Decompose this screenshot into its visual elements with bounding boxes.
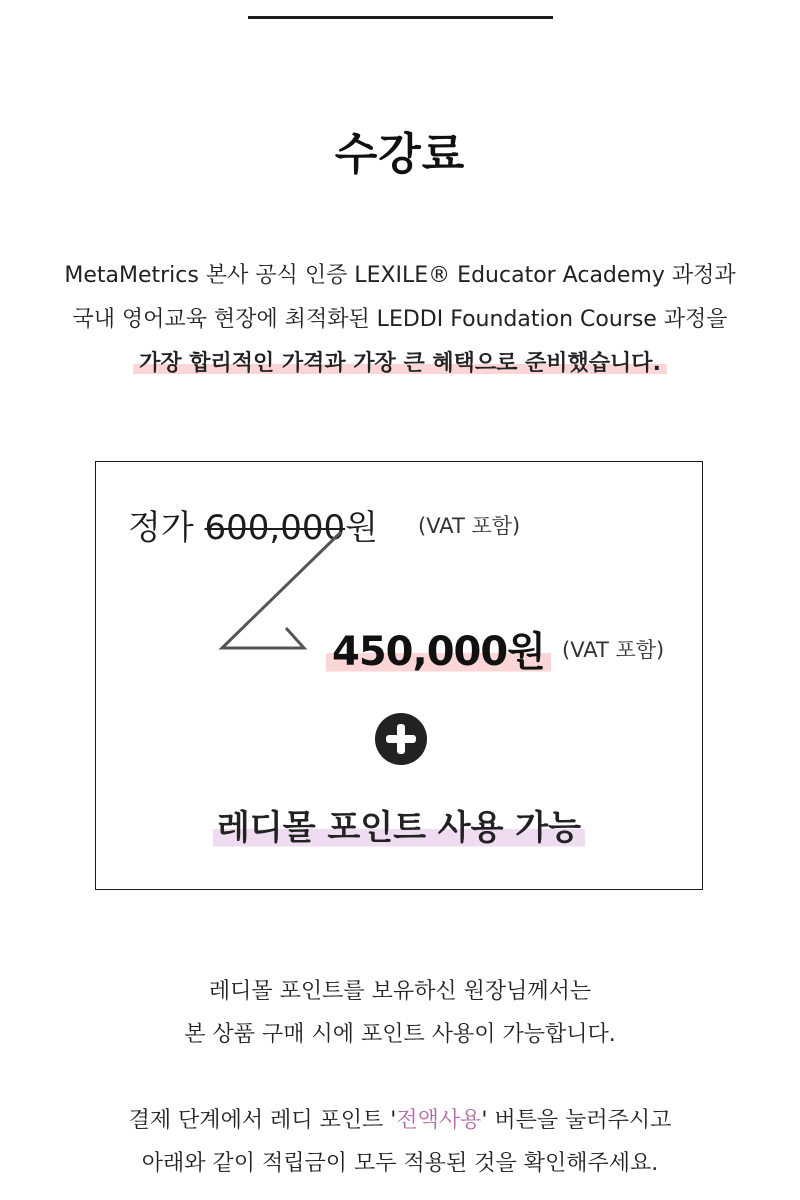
original-price: 600,000 — [204, 508, 346, 548]
sale-price-value: 450,000원 — [326, 629, 551, 675]
payment-note-prefix: 결제 단계에서 레디 포인트 ' — [128, 1108, 397, 1133]
full-use-keyword: 전액사용 — [396, 1108, 482, 1133]
points-available-text: 레디몰 포인트 사용 가능 — [213, 808, 585, 848]
sale-vat-note: (VAT 포함) — [562, 638, 665, 662]
points-available — [96, 800, 702, 849]
page-title: 수강료 — [334, 129, 466, 180]
sale-price — [326, 620, 551, 677]
original-price-unit: 원 — [345, 508, 378, 548]
intro-highlight: 가장 합리적인 가격과 가장 큰 혜택으로 준비했습니다. — [133, 351, 667, 376]
original-vat-note: (VAT 포함) — [418, 514, 521, 538]
payment-note — [0, 1099, 800, 1185]
plus-circle-icon — [374, 712, 428, 766]
points-note-line-2: 본 상품 구매 시에 포인트 사용이 가능합니다. — [184, 1022, 616, 1047]
pricing-box — [95, 461, 703, 890]
intro-line-2: 국내 영어교육 현장에 최적화된 LEDDI Foundation Course 과정을 — [72, 307, 728, 332]
top-divider — [248, 16, 553, 19]
original-price-label: 정가 — [128, 508, 194, 548]
points-note — [0, 970, 800, 1056]
points-note-line-1: 레디몰 포인트를 보유하신 원장님께서는 — [208, 979, 592, 1004]
intro-text — [0, 254, 800, 386]
payment-note-suffix: ' 버튼을 눌러주시고 — [481, 1108, 672, 1133]
intro-line-1: MetaMetrics 본사 공식 인증 LEXILE® Educator Academy 과정과 — [64, 263, 736, 288]
payment-note-line-2: 아래와 같이 적립금이 모두 적용된 것을 확인해주세요. — [141, 1151, 659, 1176]
payment-note-line-1 — [0, 1099, 800, 1142]
intro-line-3 — [0, 342, 800, 386]
